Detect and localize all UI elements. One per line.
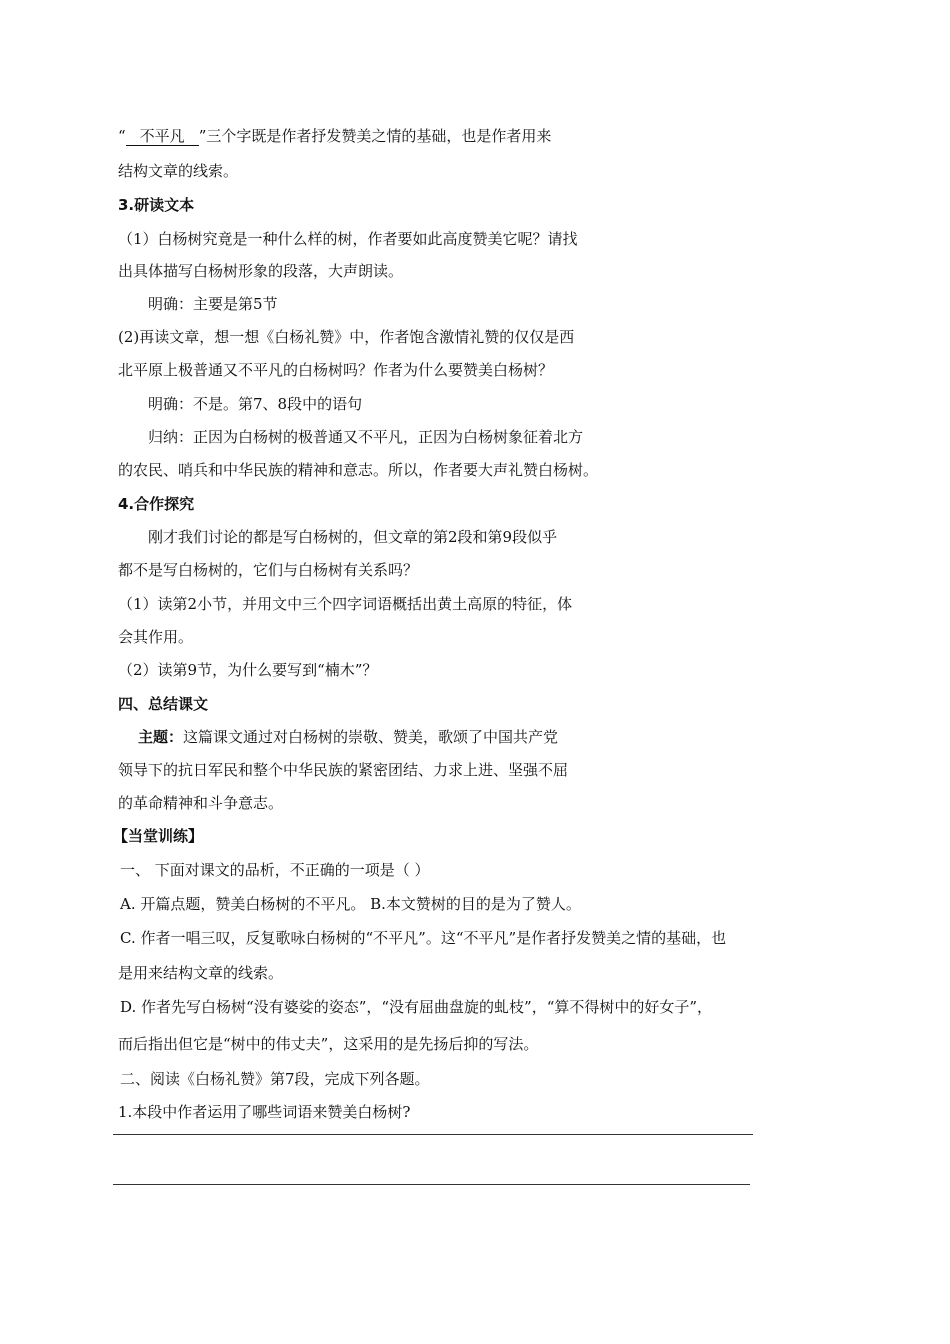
answer-1: 明确：主要是第5节 [148, 295, 278, 313]
answer-blank-line-2[interactable] [113, 1184, 750, 1185]
theme-line-2: 领导下的抗日军民和整个中华民族的紧密团结、力求上进、坚强不屈 [118, 761, 569, 779]
question-2-line-2: 北平原上极普通又不平凡的白杨树吗？作者为什么要赞美白杨树？ [118, 361, 554, 379]
question-2-line-1: (2)再读文章，想一想《白杨礼赞》中，作者饱含激情礼赞的仅仅是西 [118, 328, 575, 346]
question-1-line-1: （1）白杨树究竟是一种什么样的树，作者要如此高度赞美它呢？请找 [118, 230, 578, 248]
discussion-line-2: 都不是写白杨树的，它们与白杨树有关系吗？ [118, 561, 419, 579]
task-1-line-2: 会其作用。 [118, 628, 194, 646]
option-c-line-1: C. 作者一唱三叹，反复歌咏白杨树的“不平凡”。这“不平凡”是作者抒发赞美之情的基础，也 [120, 929, 727, 947]
open-quote: “ [118, 127, 126, 145]
summary-line-1: 归纳：正因为白杨树的极普通又不平凡，正因为白杨树象征着北方 [148, 428, 584, 446]
option-a-b: A. 开篇点题，赞美白杨树的不平凡。 B.本文赞树的目的是为了赞人。 [120, 895, 581, 913]
exercise-1-prompt: 一、 下面对课文的品析，不正确的一项是（ ） [120, 861, 430, 879]
theme-line-3: 的革命精神和斗争意志。 [118, 794, 284, 812]
exercise-2-prompt: 二、阅读《白杨礼赞》第7段，完成下列各题。 [120, 1070, 430, 1088]
line-1 [118, 126, 551, 146]
task-1-line-1: （1）读第2小节，并用文中三个四字词语概括出黄土高原的特征，体 [118, 595, 573, 613]
exercise-2-question-1: 1.本段中作者运用了哪些词语来赞美白杨树? [118, 1103, 411, 1121]
theme-text: 这篇课文通过对白杨树的崇敬、赞美，歌颂了中国共产党 [183, 728, 559, 746]
discussion-line-1: 刚才我们讨论的都是写白杨树的，但文章的第2段和第9段似乎 [148, 528, 558, 546]
answer-blank-line-1[interactable] [113, 1134, 753, 1135]
line-2: 结构文章的线索。 [118, 162, 239, 180]
answer-2: 明确：不是。第7、8段中的语句 [148, 395, 363, 413]
summary-line-2: 的农民、哨兵和中华民族的精神和意志。所以，作者要大声礼赞白杨树。 [118, 461, 599, 479]
theme-label: 主题： [138, 728, 184, 746]
option-c-line-2: 是用来结构文章的线索。 [118, 964, 284, 982]
section-heading-4: 4.合作探究 [118, 495, 195, 513]
theme-line-1 [138, 727, 558, 747]
underlined-term: 不平凡 [126, 127, 199, 146]
section-heading-3: 3.研读文本 [118, 196, 195, 214]
option-d-line-1: D. 作者先写白杨树“没有婆娑的姿态”，“没有屈曲盘旋的虬枝”，“算不得树中的好女子”， [120, 998, 713, 1016]
task-2: （2）读第9节，为什么要写到“楠木”？ [118, 661, 378, 679]
option-d-line-2: 而后指出但它是“树中的伟丈夫”，这采用的是先扬后抑的写法。 [118, 1035, 539, 1053]
line-1-text: ”三个字既是作者抒发赞美之情的基础，也是作者用来 [198, 127, 552, 145]
section-heading-summary: 四、总结课文 [118, 695, 209, 713]
question-1-line-2: 出具体描写白杨树形象的段落，大声朗读。 [118, 262, 404, 280]
section-heading-practice: 【当堂训练】 [113, 827, 204, 845]
